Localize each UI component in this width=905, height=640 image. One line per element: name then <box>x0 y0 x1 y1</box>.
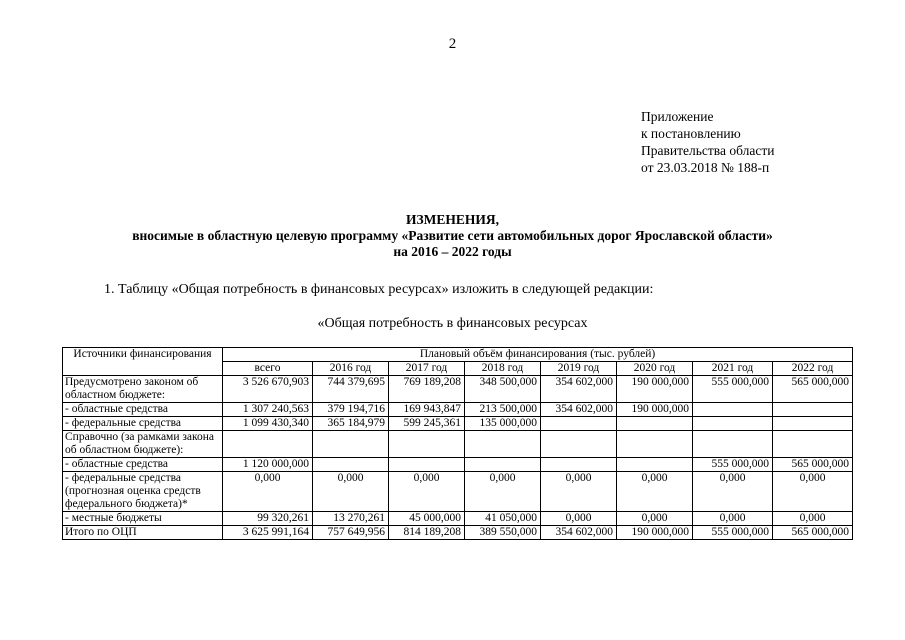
column-header: 2021 год <box>693 362 773 376</box>
table-cell: 1 099 430,340 <box>223 417 313 431</box>
table-cell <box>313 458 389 472</box>
table-cell <box>773 431 853 458</box>
table-cell: 365 184,979 <box>313 417 389 431</box>
table-cell: 1 120 000,000 <box>223 458 313 472</box>
table-cell <box>693 431 773 458</box>
table-cell <box>541 458 617 472</box>
column-header: 2018 год <box>465 362 541 376</box>
heading-line-2: вносимые в областную целевую программу «Развитие сети автомобильных дорог Ярославской области» <box>132 228 773 243</box>
table-cell: 354 602,000 <box>541 403 617 417</box>
table-cell: 3 625 991,164 <box>223 526 313 540</box>
table-cell <box>617 458 693 472</box>
heading-line-3: на 2016 – 2022 годы <box>393 244 512 259</box>
table-cell <box>693 417 773 431</box>
table-cell: 354 602,000 <box>541 376 617 403</box>
source-header: Источники финансирования <box>63 348 223 376</box>
table-cell: 565 000,000 <box>773 526 853 540</box>
table-row <box>63 458 853 472</box>
table-cell: 169 943,847 <box>389 403 465 417</box>
table-cell: 555 000,000 <box>693 458 773 472</box>
table-cell <box>223 431 313 458</box>
table-cell: 0,000 <box>693 512 773 526</box>
table-cell: 0,000 <box>223 472 313 512</box>
table-cell <box>541 431 617 458</box>
column-header: 2020 год <box>617 362 693 376</box>
table-cell <box>465 431 541 458</box>
table-cell: 389 550,000 <box>465 526 541 540</box>
document-heading <box>0 212 905 260</box>
table-cell: 769 189,208 <box>389 376 465 403</box>
column-header: 2016 год <box>313 362 389 376</box>
table-cell: 0,000 <box>617 512 693 526</box>
row-label: Итого по ОЦП <box>63 526 223 540</box>
table-cell: 348 500,000 <box>465 376 541 403</box>
table-cell <box>693 403 773 417</box>
row-label: - областные средства <box>63 403 223 417</box>
appendix-line-2: к постановлению <box>641 126 741 141</box>
column-header: 2022 год <box>773 362 853 376</box>
table-cell: 555 000,000 <box>693 526 773 540</box>
table-cell: 555 000,000 <box>693 376 773 403</box>
table-cell: 814 189,208 <box>389 526 465 540</box>
column-header: всего <box>223 362 313 376</box>
table-cell: 45 000,000 <box>389 512 465 526</box>
table-cell <box>465 458 541 472</box>
table-cell: 0,000 <box>773 512 853 526</box>
table-cell: 757 649,956 <box>313 526 389 540</box>
appendix-line-1: Приложение <box>641 109 714 124</box>
table-cell: 213 500,000 <box>465 403 541 417</box>
table-cell: 190 000,000 <box>617 526 693 540</box>
table-row <box>63 431 853 458</box>
appendix-line-4: от 23.03.2018 № 188-п <box>641 160 770 175</box>
table-cell: 599 245,361 <box>389 417 465 431</box>
table-cell: 0,000 <box>693 472 773 512</box>
table-row <box>63 403 853 417</box>
table-cell: 41 050,000 <box>465 512 541 526</box>
table-cell <box>617 431 693 458</box>
row-label: - федеральные средства (прогнозная оценка средств федерального бюджета)* <box>63 472 223 512</box>
appendix-line-3: Правительства области <box>641 143 775 158</box>
table-row <box>63 376 853 403</box>
table-cell: 99 320,261 <box>223 512 313 526</box>
table-cell: 0,000 <box>541 512 617 526</box>
table-title: «Общая потребность в финансовых ресурсах <box>317 316 588 331</box>
instruction-paragraph: 1. Таблицу «Общая потребность в финансовых ресурсах» изложить в следующей редакции: <box>104 282 654 297</box>
table-row <box>63 472 853 512</box>
financing-table <box>62 347 853 540</box>
appendix-block <box>641 108 774 176</box>
table-cell <box>389 431 465 458</box>
table-cell <box>773 403 853 417</box>
table-cell: 190 000,000 <box>617 403 693 417</box>
table-cell <box>773 417 853 431</box>
table-cell <box>541 417 617 431</box>
table-cell: 13 270,261 <box>313 512 389 526</box>
page-number: 2 <box>448 36 457 52</box>
table-cell: 0,000 <box>465 472 541 512</box>
table-cell <box>313 431 389 458</box>
plan-header: Плановый объём финансирования (тыс. рублей) <box>223 348 853 362</box>
table-row <box>63 417 853 431</box>
table-cell <box>389 458 465 472</box>
column-header: 2017 год <box>389 362 465 376</box>
row-label: - областные средства <box>63 458 223 472</box>
table-cell: 190 000,000 <box>617 376 693 403</box>
heading-line-1: ИЗМЕНЕНИЯ, <box>405 212 499 227</box>
row-label: Предусмотрено законом об областном бюджете: <box>63 376 223 403</box>
table-cell: 0,000 <box>773 472 853 512</box>
table-cell: 744 379,695 <box>313 376 389 403</box>
table-body <box>63 376 853 540</box>
table-cell: 1 307 240,563 <box>223 403 313 417</box>
row-label: Справочно (за рамками закона об областном бюджете): <box>63 431 223 458</box>
table-cell: 565 000,000 <box>773 458 853 472</box>
table-row <box>63 526 853 540</box>
table-cell <box>617 417 693 431</box>
column-header: 2019 год <box>541 362 617 376</box>
table-cell: 379 194,716 <box>313 403 389 417</box>
table-cell: 354 602,000 <box>541 526 617 540</box>
table-header-row-1 <box>63 348 853 362</box>
row-label: - местные бюджеты <box>63 512 223 526</box>
table-cell: 0,000 <box>389 472 465 512</box>
table-row <box>63 512 853 526</box>
table-cell: 0,000 <box>541 472 617 512</box>
table-cell: 0,000 <box>313 472 389 512</box>
table-cell: 135 000,000 <box>465 417 541 431</box>
table-cell: 565 000,000 <box>773 376 853 403</box>
table-cell: 0,000 <box>617 472 693 512</box>
row-label: - федеральные средства <box>63 417 223 431</box>
table-cell: 3 526 670,903 <box>223 376 313 403</box>
